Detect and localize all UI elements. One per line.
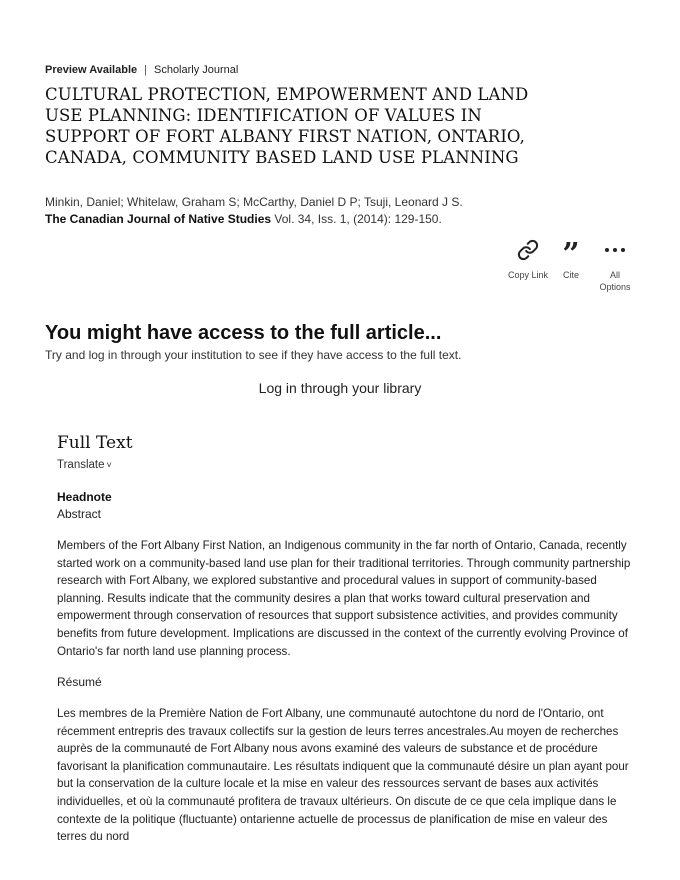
all-options-button[interactable] [594,236,636,293]
access-subtext: Try and log in through your institution to see if they have access to the full text. [45,348,462,362]
article-authors[interactable]: Minkin, Daniel; Whitelaw, Graham S; McCarthy, Daniel D P; Tsuji, Leonard J S. [45,195,463,209]
preview-available-label: Preview Available [45,64,138,76]
headnote-label: Headnote [57,490,112,504]
meta-separator: | [144,64,147,76]
abstract-english: Members of the Fort Albany First Nation, an Indigenous community in the far north of Ontario, Canada, recently started work on a community-based land use plan for their traditional territories. Through community partnership research with Fort Albany, we explored substantive and procedural values in support of community-based planning. Results indicate that the community desires a plan that works toward cultural preservation and empowerment through conservation of resources that support subsistence activities, and provides community benefits from future development. Implications are discussed in the context of the currently evolving Province of Ontario's far north land use planning process. [57,539,631,658]
link-icon [517,236,539,264]
article-actions [500,236,640,300]
translate-dropdown[interactable] [57,459,112,471]
cite-label: Cite [562,270,579,280]
cite-button[interactable] [552,236,590,281]
journal-name[interactable]: The Canadian Journal of Native Studies [45,212,272,226]
all-options-label: All Options [599,270,631,292]
resume-label: Résumé [57,675,102,689]
access-heading: You might have access to the full article... [45,322,442,344]
more-icon [605,236,625,264]
abstract-french: Les membres de la Première Nation de Fort Albany, une communauté autochtone du nord de l'Ontario, ont récemment entrepris des travaux collectifs sur la gestion de leurs terres ancestrales.Au moyen de recherches auprès de la communauté de Fort Albany nous avons examiné des valeurs de substance et de procédure favorisant la planification communautaire. Les résultats indiquent que la communauté désire un plan ayant pour but la conservation de la culture locale et la mise en valeur des ressources servant de bases aux activités individuelles, et où la communauté profitera de travaux ultérieurs. On discute de ce que cela implique dans le contexte de la politique (fluctuante) ontarienne actuelle de processus de planification de mise en valeur des terres du nord [57,707,629,844]
document-type-label: Scholarly Journal [153,64,239,76]
copy-link-button[interactable] [504,236,552,281]
translate-label: Translate [57,459,105,471]
full-text-heading: Full Text [57,433,133,453]
quote-glyph: ” [562,237,580,272]
copy-link-label: Copy Link [507,270,549,280]
article-citation [45,212,442,226]
chevron-down-icon: ˅ [106,459,112,470]
document-meta [45,64,238,76]
library-login-link[interactable]: Log in through your library [258,380,422,396]
quote-icon [562,236,580,272]
abstract-label: Abstract [57,507,102,521]
citation-details: Vol. 34, Iss. 1, (2014): 129-150. [271,212,442,226]
article-title: CULTURAL PROTECTION, EMPOWERMENT AND LAND USE PLANNING: IDENTIFICATION OF VALUES IN SUPPORT OF FORT ALBANY FIRST NATION, ONTARIO, CANADA, COMMUNITY BASED LAND USE PLANNING [45,85,529,167]
